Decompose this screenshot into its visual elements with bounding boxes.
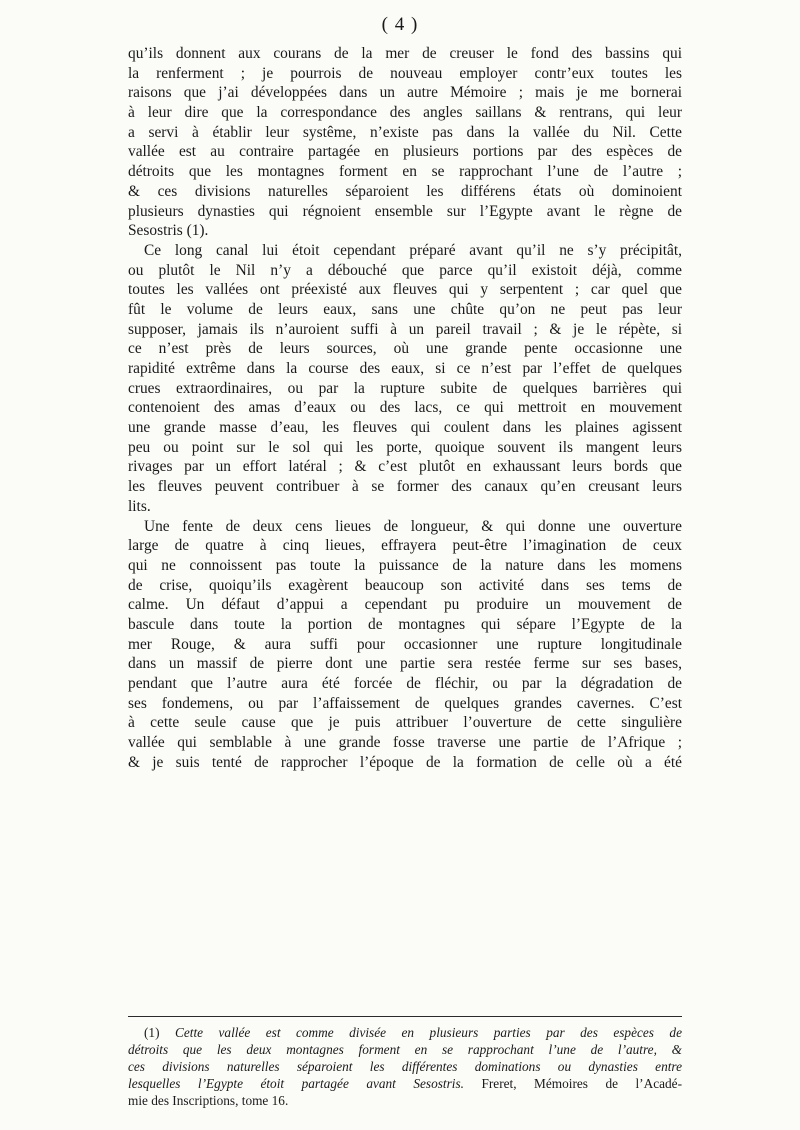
text-line: Ce long canal lui étoit cependant préparé avant qu’il ne s’y précipitât,	[144, 241, 682, 259]
text-line: Une fente de deux cens lieues de longueur, & qui donne une ouverture	[144, 517, 682, 535]
text-line: rapidité extrême dans la course des eaux, si ce n’est par l’effet de quelques	[128, 360, 682, 377]
text-line: bascule dans toute la portion de montagnes qui sépare l’Egypte de la	[128, 615, 682, 633]
footnote-citation: Freret, Mémoires de l’Acadé-	[463, 1076, 682, 1091]
text-line: Sesostris (1).	[128, 222, 209, 240]
footnote-line	[128, 1075, 682, 1092]
footnote-line	[128, 1041, 682, 1058]
text-line: ou plutôt le Nil n’y a débouché que parce qu’il existoit déjà, comme	[128, 261, 682, 279]
footnote-divider	[128, 1016, 682, 1017]
text-line: à leur dire que la correspondance des angles saillans & rentrans, qui leur	[128, 104, 682, 122]
footnote-text: mie des Inscriptions, tome 16.	[128, 1093, 289, 1108]
text-line: rivages par un effort latéral ; & c’est plutôt en exhaussant leurs bords que	[128, 458, 682, 476]
text-line: toutes les vallées ont préexisté aux fleuves qui y serpentent ; car quel que	[128, 281, 682, 299]
text-line: fût le volume de leurs eaux, sans une chûte qu’on ne peut pas leur	[128, 300, 682, 318]
footnote-line	[128, 1092, 682, 1109]
text-line: & ces divisions naturelles séparoient les différens états où dominoient	[128, 182, 682, 200]
footnote-line	[128, 1058, 682, 1075]
text-line: une grande masse d’eau, les fleuves qui coulent dans les plaines agissent	[128, 419, 682, 437]
footnote-quote: Cette vallée est comme divisée en plusieurs parties par des espèces de	[174, 1025, 682, 1040]
text-line: dans un massif de pierre dont une partie sera restée ferme sur ses bases,	[128, 655, 682, 673]
main-text	[128, 44, 682, 772]
text-line: qu’ils donnent aux courans de la mer de creuser le fond des bassins qui	[128, 45, 682, 62]
text-line: plusieurs dynasties qui régnoient ensemble sur l’Egypte avant le règne de	[128, 202, 682, 220]
text-line: a servi à établir leur systême, n’existe pas dans la vallée du Nil. Cette	[128, 123, 682, 141]
footnote-text: (1)	[144, 1025, 175, 1040]
text-line: les fleuves peuvent contribuer à se former des canaux qu’en creusant leurs	[128, 478, 682, 496]
footnote-quote: détroits que les deux montagnes forment en se rapprochant l’une de l’autre, &	[128, 1042, 682, 1057]
text-line: qui ne connoissent pas toute la puissance de la nature dans les momens	[128, 556, 682, 574]
text-line: ce n’est près de leurs sources, où une grande pente occasionne une	[128, 340, 682, 358]
text-line: large de quatre à cinq lieues, effrayera peut-être l’imagination de ceux	[128, 537, 682, 555]
text-line: vallée est au contraire partagée en plusieurs portions par des espèces de	[128, 143, 682, 161]
text-line: peu ou point sur le sol qui les porte, quoique souvent ils mangent leurs	[128, 438, 682, 456]
footnote	[128, 1024, 682, 1109]
text-line: à cette seule cause que je puis attribuer l’ouverture de cette singulière	[128, 714, 682, 732]
text-line: crues extraordinaires, ou par la rupture subite de quelques barrières qui	[128, 379, 682, 397]
text-line: lits.	[128, 497, 151, 515]
text-line: mer Rouge, & aura suffi pour occasionner une rupture longitudinale	[128, 635, 682, 653]
text-line: raisons que j’ai développées dans un autre Mémoire ; mais je me bornerai	[128, 84, 682, 102]
text-line: de crise, quoiqu’ils exagèrent beaucoup son activité dans ses tems de	[128, 576, 682, 594]
page-number: ( 4 )	[381, 14, 419, 35]
footnote-line	[128, 1024, 682, 1041]
text-line: calme. Un défaut d’appui a cependant pu produire un mouvement de	[128, 596, 682, 614]
text-line: ses fondemens, ou par l’affaissement de quelques grandes cavernes. C’est	[128, 694, 682, 712]
text-line: & je suis tenté de rapprocher l’époque de la formation de celle où a été	[128, 753, 682, 771]
footnote-quote: lesquelles l’Egypte étoit partagée avant Sesostris.	[128, 1076, 464, 1091]
footnote-quote: ces divisions naturelles séparoient les différentes dominations ou dynasties entre	[128, 1059, 682, 1074]
text-line: pendant que l’autre aura été forcée de fléchir, ou par la dégradation de	[128, 675, 682, 692]
text-line: détroits que les montagnes forment en se rapprochant l’une de l’autre ;	[128, 163, 682, 181]
text-line: vallée qui semblable à une grande fosse traverse une partie de l’Afrique ;	[128, 734, 682, 752]
text-line: la renferment ; je pourrois de nouveau employer contr’eux toutes les	[128, 64, 682, 82]
text-line: contenoient des amas d’eaux ou des lacs, ce qui mettroit en mouvement	[128, 399, 682, 417]
text-line: supposer, jamais ils n’auroient suffi à un pareil travail ; & je le répète, si	[128, 320, 682, 338]
